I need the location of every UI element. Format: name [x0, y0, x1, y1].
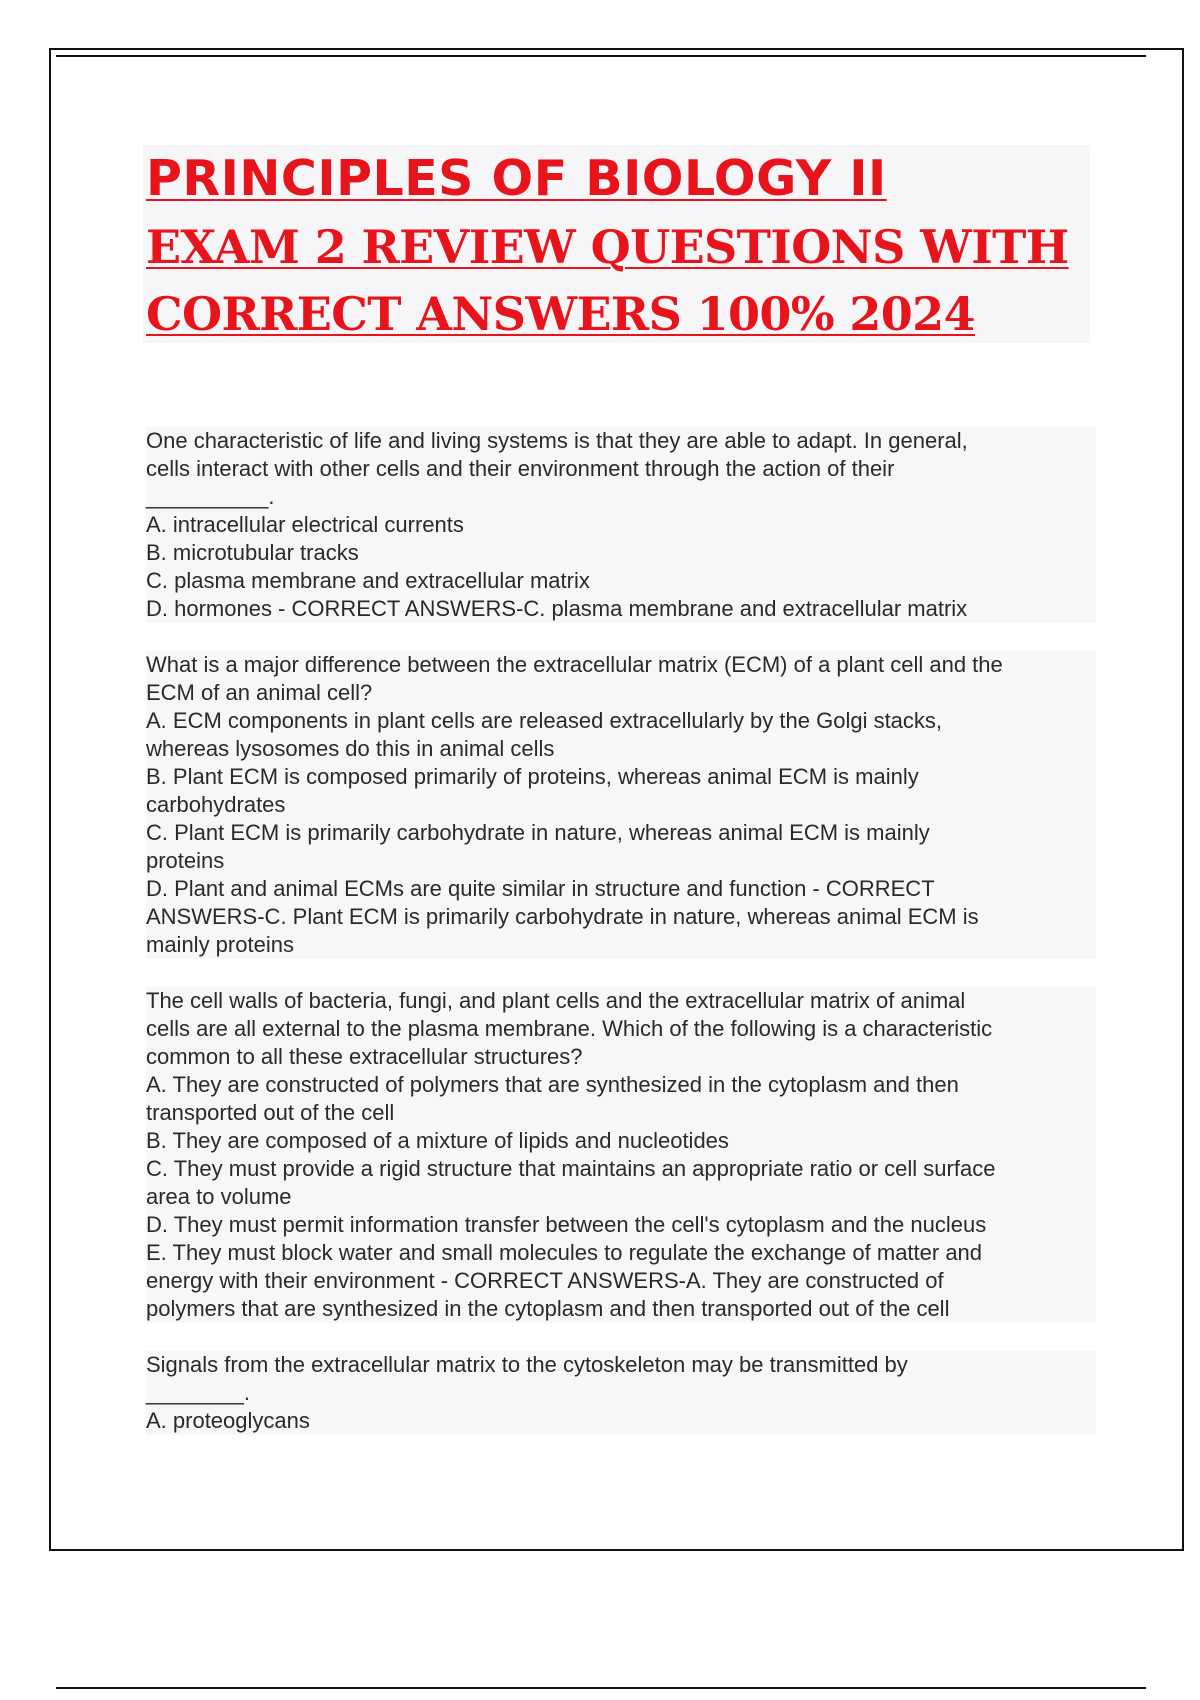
question-line: carbohydrates [146, 791, 1096, 819]
question-line: What is a major difference between the extracellular matrix (ECM) of a plant cell and the [146, 651, 1096, 679]
question-line: Signals from the extracellular matrix to the cytoskeleton may be transmitted by [146, 1351, 1096, 1379]
question-line: area to volume [146, 1183, 1096, 1211]
question-line: A. They are constructed of polymers that are synthesized in the cytoplasm and then [146, 1071, 1096, 1099]
question-line: __________. [146, 483, 1096, 511]
question-line: cells are all external to the plasma membrane. Which of the following is a characteristic [146, 1015, 1096, 1043]
top-rule [56, 55, 1146, 57]
question-line: ECM of an animal cell? [146, 679, 1096, 707]
question-block [146, 987, 1096, 1323]
question-line: whereas lysosomes do this in animal cells [146, 735, 1096, 763]
bottom-rule [56, 1687, 1146, 1689]
document-subtitle-line2: CORRECT ANSWERS 100% 2024 [146, 287, 975, 341]
question-line: E. They must block water and small molecules to regulate the exchange of matter and [146, 1239, 1096, 1267]
question-line: transported out of the cell [146, 1099, 1096, 1127]
question-line: D. Plant and animal ECMs are quite similar in structure and function - CORRECT [146, 875, 1096, 903]
question-line: D. They must permit information transfer between the cell's cytoplasm and the nucleus [146, 1211, 1096, 1239]
question-line: C. Plant ECM is primarily carbohydrate in nature, whereas animal ECM is mainly [146, 819, 1096, 847]
document-title: PRINCIPLES OF BIOLOGY II [146, 150, 887, 207]
question-line: C. plasma membrane and extracellular matrix [146, 567, 1096, 595]
question-line: ANSWERS-C. Plant ECM is primarily carbohydrate in nature, whereas animal ECM is [146, 903, 1096, 931]
question-block [146, 651, 1096, 959]
question-line: The cell walls of bacteria, fungi, and plant cells and the extracellular matrix of animal [146, 987, 1096, 1015]
question-block [146, 1351, 1096, 1435]
question-line: cells interact with other cells and their environment through the action of their [146, 455, 1096, 483]
question-line: common to all these extracellular structures? [146, 1043, 1096, 1071]
question-line: proteins [146, 847, 1096, 875]
question-line: C. They must provide a rigid structure that maintains an appropriate ratio or cell surface [146, 1155, 1096, 1183]
question-line: B. Plant ECM is composed primarily of proteins, whereas animal ECM is mainly [146, 763, 1096, 791]
question-line: ________. [146, 1379, 1096, 1407]
question-list [146, 427, 1096, 1463]
question-line: mainly proteins [146, 931, 1096, 959]
question-line: polymers that are synthesized in the cytoplasm and then transported out of the cell [146, 1295, 1096, 1323]
question-line: D. hormones - CORRECT ANSWERS-C. plasma membrane and extracellular matrix [146, 595, 1096, 623]
question-line: B. They are composed of a mixture of lipids and nucleotides [146, 1127, 1096, 1155]
question-line: A. ECM components in plant cells are released extracellularly by the Golgi stacks, [146, 707, 1096, 735]
question-line: One characteristic of life and living systems is that they are able to adapt. In general, [146, 427, 1096, 455]
document-subtitle-line1: EXAM 2 REVIEW QUESTIONS WITH [146, 220, 1069, 274]
question-line: B. microtubular tracks [146, 539, 1096, 567]
question-line: energy with their environment - CORRECT ANSWERS-A. They are constructed of [146, 1267, 1096, 1295]
question-line: A. proteoglycans [146, 1407, 1096, 1435]
question-block [146, 427, 1096, 623]
question-line: A. intracellular electrical currents [146, 511, 1096, 539]
